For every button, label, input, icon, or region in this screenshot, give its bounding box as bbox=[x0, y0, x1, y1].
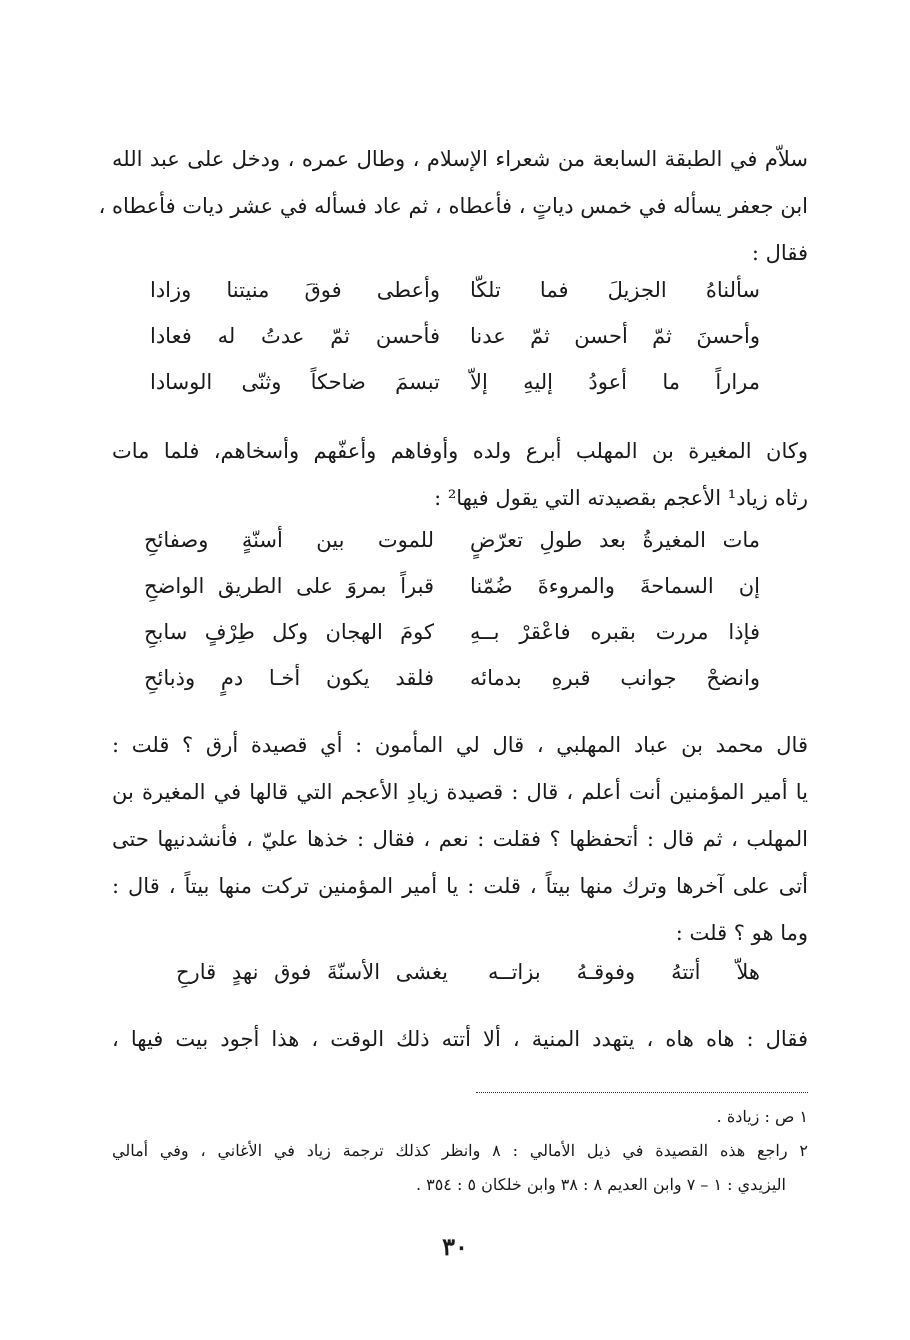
footnote: ٢ راجع هذه القصيدة في ذيل الأمالي : ٨ وانظر كذلك ترجمة زياد في الأغاني ، وفي أمالي bbox=[112, 1141, 808, 1160]
verse-first-hemistich: فإذا مررت بقبره فاعْقرْ بــهِ bbox=[470, 620, 760, 644]
verse-first-hemistich: إن السماحةَ والمروءةَ ضُمّنا bbox=[470, 574, 760, 598]
verse-first-hemistich: هلاّ أتتهُ وفوقـهُ بزاتــه bbox=[488, 960, 760, 984]
verse bbox=[150, 370, 760, 416]
text-line: ابن جعفر يسأله في خمس دياتٍ ، فأعطاه ، ثم عاد فسأله في عشر ديات فأعطاه ، bbox=[98, 194, 808, 218]
text-line: فقال : bbox=[751, 241, 808, 265]
verse-second-hemistich: فلقد يكون أخـا دمٍ وذبائحِ bbox=[144, 666, 434, 690]
verse-second-hemistich: تبسمَ ضاحكاً وثنّى الوسادا bbox=[150, 370, 440, 394]
text-line: المهلب ، ثم قال : أتحفظها ؟ فقلت : نعم ، فقال : خذها عليّ ، فأنشدنيها حتى bbox=[112, 827, 808, 851]
poem-one bbox=[150, 278, 760, 416]
verse-first-hemistich: مراراً ما أعودُ إليهِ إلاّ bbox=[470, 370, 760, 394]
text-line: سلاّم في الطبقة السابعة من شعراء الإسلام ، وطال عمره ، ودخل على عبد الله bbox=[112, 147, 808, 171]
verse-second-hemistich: قبراً بمروَ على الطريق الواضحِ bbox=[144, 574, 434, 598]
paragraph-mughira bbox=[112, 428, 808, 522]
verse-second-hemistich: يغشى الأسنّةَ فوق نهدٍ قارحِ bbox=[176, 960, 448, 984]
page-number: ٣٠ bbox=[442, 1232, 468, 1261]
paragraph-mamun bbox=[112, 722, 808, 957]
verse bbox=[150, 324, 760, 370]
verse-second-hemistich: وأعطى فوقَ منيتنا وزادا bbox=[150, 278, 440, 302]
text-line: وكان المغيرة بن المهلب أبرع ولده وأوفاهم وأعفّهم وأسخاهم، فلما مات bbox=[112, 439, 808, 463]
text-line: وما هو ؟ قلت : bbox=[675, 921, 808, 945]
verse-first-hemistich: سألناهُ الجزيلَ فما تلكّا bbox=[470, 278, 760, 302]
verse-first-hemistich: وأحسنَ ثمّ أحسن ثمّ عدنا bbox=[470, 324, 760, 348]
poem-two bbox=[144, 528, 760, 712]
text-line: أتى على آخرها وترك منها بيتاً ، قلت : يا أمير المؤمنين تركت منها بيتاً ، قال : bbox=[112, 874, 808, 898]
verse bbox=[176, 960, 760, 1006]
text-line: قال محمد بن عباد المهلبي ، قال لي المأمون : أي قصيدة أرق ؟ قلت : bbox=[112, 733, 808, 757]
verse-second-hemistich: فأحسن ثمّ عدتُ له فعادا bbox=[150, 324, 440, 348]
poem-three bbox=[176, 960, 760, 1006]
footnote-divider bbox=[476, 1092, 808, 1093]
verse bbox=[144, 574, 760, 620]
text-line: فقال : هاه هاه ، يتهدد المنية ، ألا أتته ذلك الوقت ، هذا أجود بيت فيها ، bbox=[112, 1027, 808, 1051]
paragraph-closing bbox=[112, 1016, 808, 1063]
text-line: رثاه زياد¹ الأعجم بقصيدته التي يقول فيها² : bbox=[434, 486, 808, 510]
verse bbox=[144, 666, 760, 712]
footnotes bbox=[112, 1100, 808, 1202]
verse-second-hemistich: كومَ الهجان وكل طِرْفٍ سابحِ bbox=[144, 620, 434, 644]
verse-second-hemistich: للموت بين أسنّةٍ وصفائحِ bbox=[144, 528, 434, 552]
verse bbox=[150, 278, 760, 324]
verse-first-hemistich: وانضحْ جوانب قبرهِ بدمائه bbox=[470, 666, 760, 690]
verse bbox=[144, 620, 760, 666]
text-line: يا أمير المؤمنين أنت أعلم ، قال : قصيدة زيادِ الأعجم التي قالها في المغيرة بن bbox=[112, 780, 808, 804]
verse bbox=[144, 528, 760, 574]
paragraph-intro bbox=[98, 136, 808, 277]
verse-first-hemistich: مات المغيرةُ بعد طولِ تعرّضٍ bbox=[470, 528, 760, 552]
footnote-continuation: اليزيدي : ١ – ٧ وابن العديم ٨ : ٣٨ وابن خلكان ٥ : ٣٥٤ . bbox=[415, 1175, 786, 1194]
footnote: ١ ص : زيادة . bbox=[716, 1107, 808, 1126]
